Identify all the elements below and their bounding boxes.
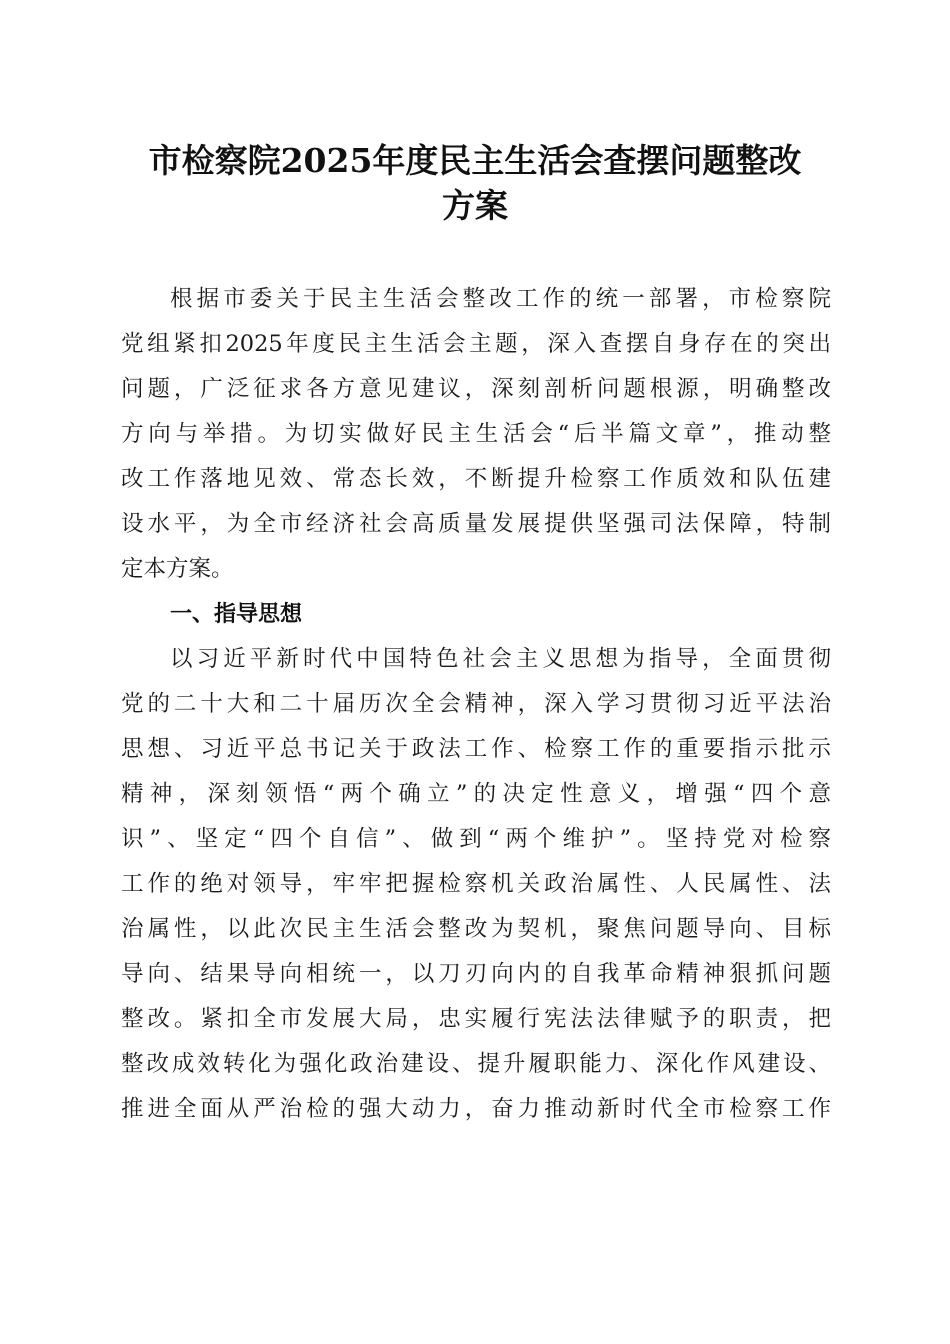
section-heading-guiding-ideology-wrap	[121, 592, 831, 637]
text-line: 推进全面从严治检的强大动力，奋力推动新时代全市检察工作	[121, 1096, 831, 1122]
text-line: 整改。紧扣全市发展大局，忠实履行宪法法律赋予的职责，把	[121, 1006, 831, 1032]
text-line: 根据市委关于民主生活会整改工作的统一部署，市检察院	[170, 286, 831, 312]
text-line: 思想、习近平总书记关于政法工作、检察工作的重要指示批示	[121, 736, 831, 762]
text-line: 识”、坚定“四个自信”、做到“两个维护”。坚持党对检察	[121, 826, 831, 852]
text-line: 工作的绝对领导，牢牢把握检察机关政治属性、人民属性、法	[121, 871, 831, 897]
section-heading-guiding-ideology: 一、指导思想	[170, 602, 303, 627]
text-line: 以习近平新时代中国特色社会主义思想为指导，全面贯彻	[170, 646, 831, 672]
text-line: 问题，广泛征求各方意见建议，深刻剖析问题根源，明确整改	[121, 376, 831, 402]
text-line: 党的二十大和二十届历次全会精神，深入学习贯彻习近平法治	[121, 691, 831, 717]
text-line: 精神，深刻领悟“两个确立”的决定性意义，增强“四个意	[121, 781, 831, 807]
text-line: 定本方案。	[121, 556, 234, 582]
text-line: 导向、结果导向相统一，以刀刃向内的自我革命精神狠抓问题	[121, 961, 831, 987]
text-line: 设水平，为全市经济社会高质量发展提供坚强司法保障，特制	[121, 511, 831, 537]
text-line: 治属性，以此次民主生活会整改为契机，聚焦问题导向、目标	[121, 916, 831, 942]
text-line: 改工作落地见效、常态长效，不断提升检察工作质效和队伍建	[121, 466, 831, 492]
text-line: 党组紧扣2025年度民主生活会主题，深入查摆自身存在的突出	[121, 331, 831, 357]
intro-paragraph	[121, 277, 831, 592]
text-line: 方向与举措。为切实做好民主生活会“后半篇文章”，推动整	[121, 421, 831, 447]
text-line: 整改成效转化为强化政治建设、提升履职能力、深化作风建设、	[121, 1051, 831, 1077]
document-title-line-2: 方案	[442, 186, 508, 225]
document-title-line-1: 市检察院2025年度民主生活会查摆问题整改	[148, 141, 802, 180]
guiding-ideology-paragraph	[121, 637, 831, 1132]
